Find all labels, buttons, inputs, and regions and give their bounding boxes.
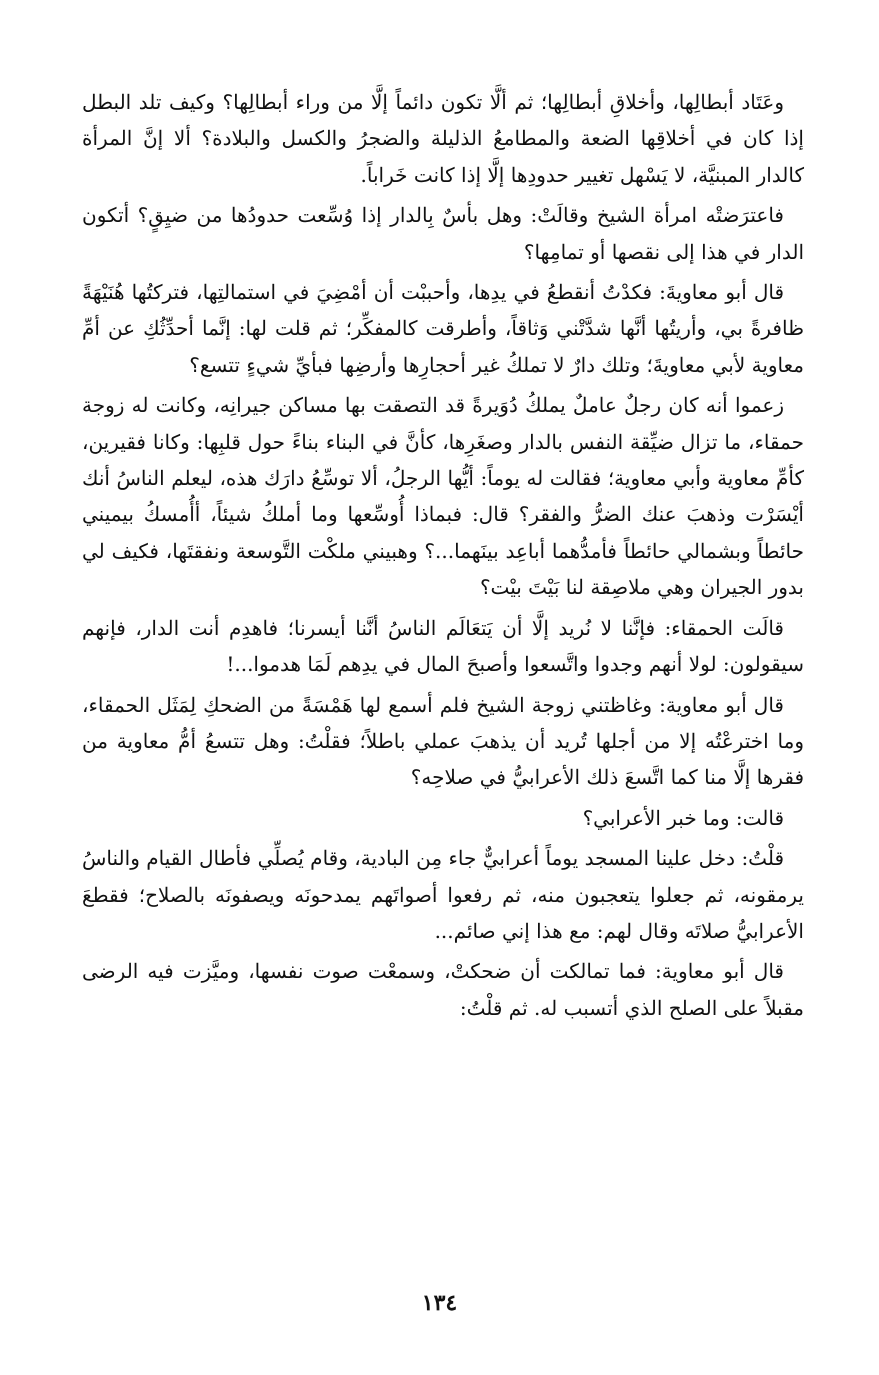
paragraph-4: زعموا أنه كان رجلٌ عاملٌ يملكُ دُوَيرةً قد التصقت بها مساكن جيرانِه، وكانت له زوجة حمقاء، ما تزال ضيِّقة النفس بالدار وصغَرِها، كأنَّ في البناء بناءً حول قلبِها: وكانا فقيرين، كأمِّ معاوية وأبي معاوية؛ فقالت له يوماً: أيُّها الرجلُ، ألا توسِّعُ دارَك هذه، ليعلم الناسُ أنك أيْسَرْت وذهبَ عنك الضرُّ والفقر؟ قال: فبماذا أُوسِّعها وما أملكُ شيئاً، أأُمسكُ بيميني حائطاً وبشمالي حائطاً فأمدُّهما أباعِد بينَهما...؟ وهبيني ملكْت التَّوسعة ونفقتَها، فكيف لي بدور الجيران وهي ملاصِقة لنا بَيْتَ بيْت؟ [82,393,804,600]
paragraph-6: قال أبو معاوية: وغاظتني زوجة الشيخ فلم أسمع لها هَمْسَةً من الضحكِ لِمَثَل الحمقاء، وما اخترعْتُه إلا من أجلها تُريد أن يذهبَ عملي باطلاً؛ فقلْتُ: وهل تتسعُ أمُّ معاوية من فقرها إلَّا منا كما اتَّسعَ ذلك الأعرابيُّ في صلاحِه؟ [82,692,804,790]
paragraph-9: قال أبو معاوية: فما تمالكت أن ضحكتْ، وسمعْت صوت نفسها، وميَّزت فيه الرضى مقبلاً على الصلح الذي أتسبب له. ثم قلْتُ: [82,959,804,1020]
page-number: ١٣٤ [421,1290,458,1316]
paragraph-1: وعَتَاد أبطالِها، وأخلاقِ أبطالِها؛ ثم ألَّا تكون دائماً إلَّا من وراء أبطالِها؟ وكيف تلد البطل إذا كان في أخلاقِها الضعة والمطامعُ الذليلة والضجرُ والكسل والبلادة؟ ألا إنَّ المرأة كالدار المبنيَّة، لا يَسْهل تغيير حدودِها إلَّا إذا كانت خَراباً. [82,90,804,187]
paragraph-2: فاعترَضتْه امرأة الشيخ وقالَتْ: وهل بأسٌ بِالدار إذا وُسِّعت حدودُها من ضيِقٍ؟ أتكون الدار في هذا إلى نقصها أو تمامِها؟ [82,203,804,264]
paragraph-8: قلْتُ: دخل علينا المسجد يوماً أعرابيٌّ جاء مِن البادية، وقام يُصلِّي فأطال القيام والناسُ يرمقونه، ثم جعلوا يتعجبون منه، ثم رفعوا أصواتَهم يمدحونَه ويصفونَه بالصلاح؛ فقطعَ الأعرابيُّ صلاتَه وقال لهم: مع هذا إني صائم... [82,846,804,943]
paragraph-5: قالَت الحمقاء: فإنَّنا لا نُريد إلَّا أن يَتعَالَم الناسُ أنَّنا أيسرنا؛ فاهدِم أنت الدار، فإنهم سيقولون: لولا أنهم وجدوا واتَّسعوا وأصبحَ المال في يدِهم لَمَا هدموا...! [82,615,804,677]
paragraph-7: قالت: وما خبر الأعرابي؟ [582,805,784,830]
paragraph-3: قال أبو معاويةَ: فكدْتُ أنقطعُ في يدِها، وأحببْت أن أمْضِيَ في استمالتِها، فتركتُها هُنَيْهَةً ظافرةً بي، وأريتُها أنَّها شدَّتْني وَثاقاً، وأطرقت كالمفكِّر؛ ثم قلت لها: إنَّما أحدِّثُكِ عن أمِّ معاوية لأبي معاويةَ؛ وتلك دارٌ لا تملكُ غير أحجارِها وأرضِها فبأيِّ شيءٍ تتسع؟ [82,280,804,377]
page-body [82,84,804,1030]
